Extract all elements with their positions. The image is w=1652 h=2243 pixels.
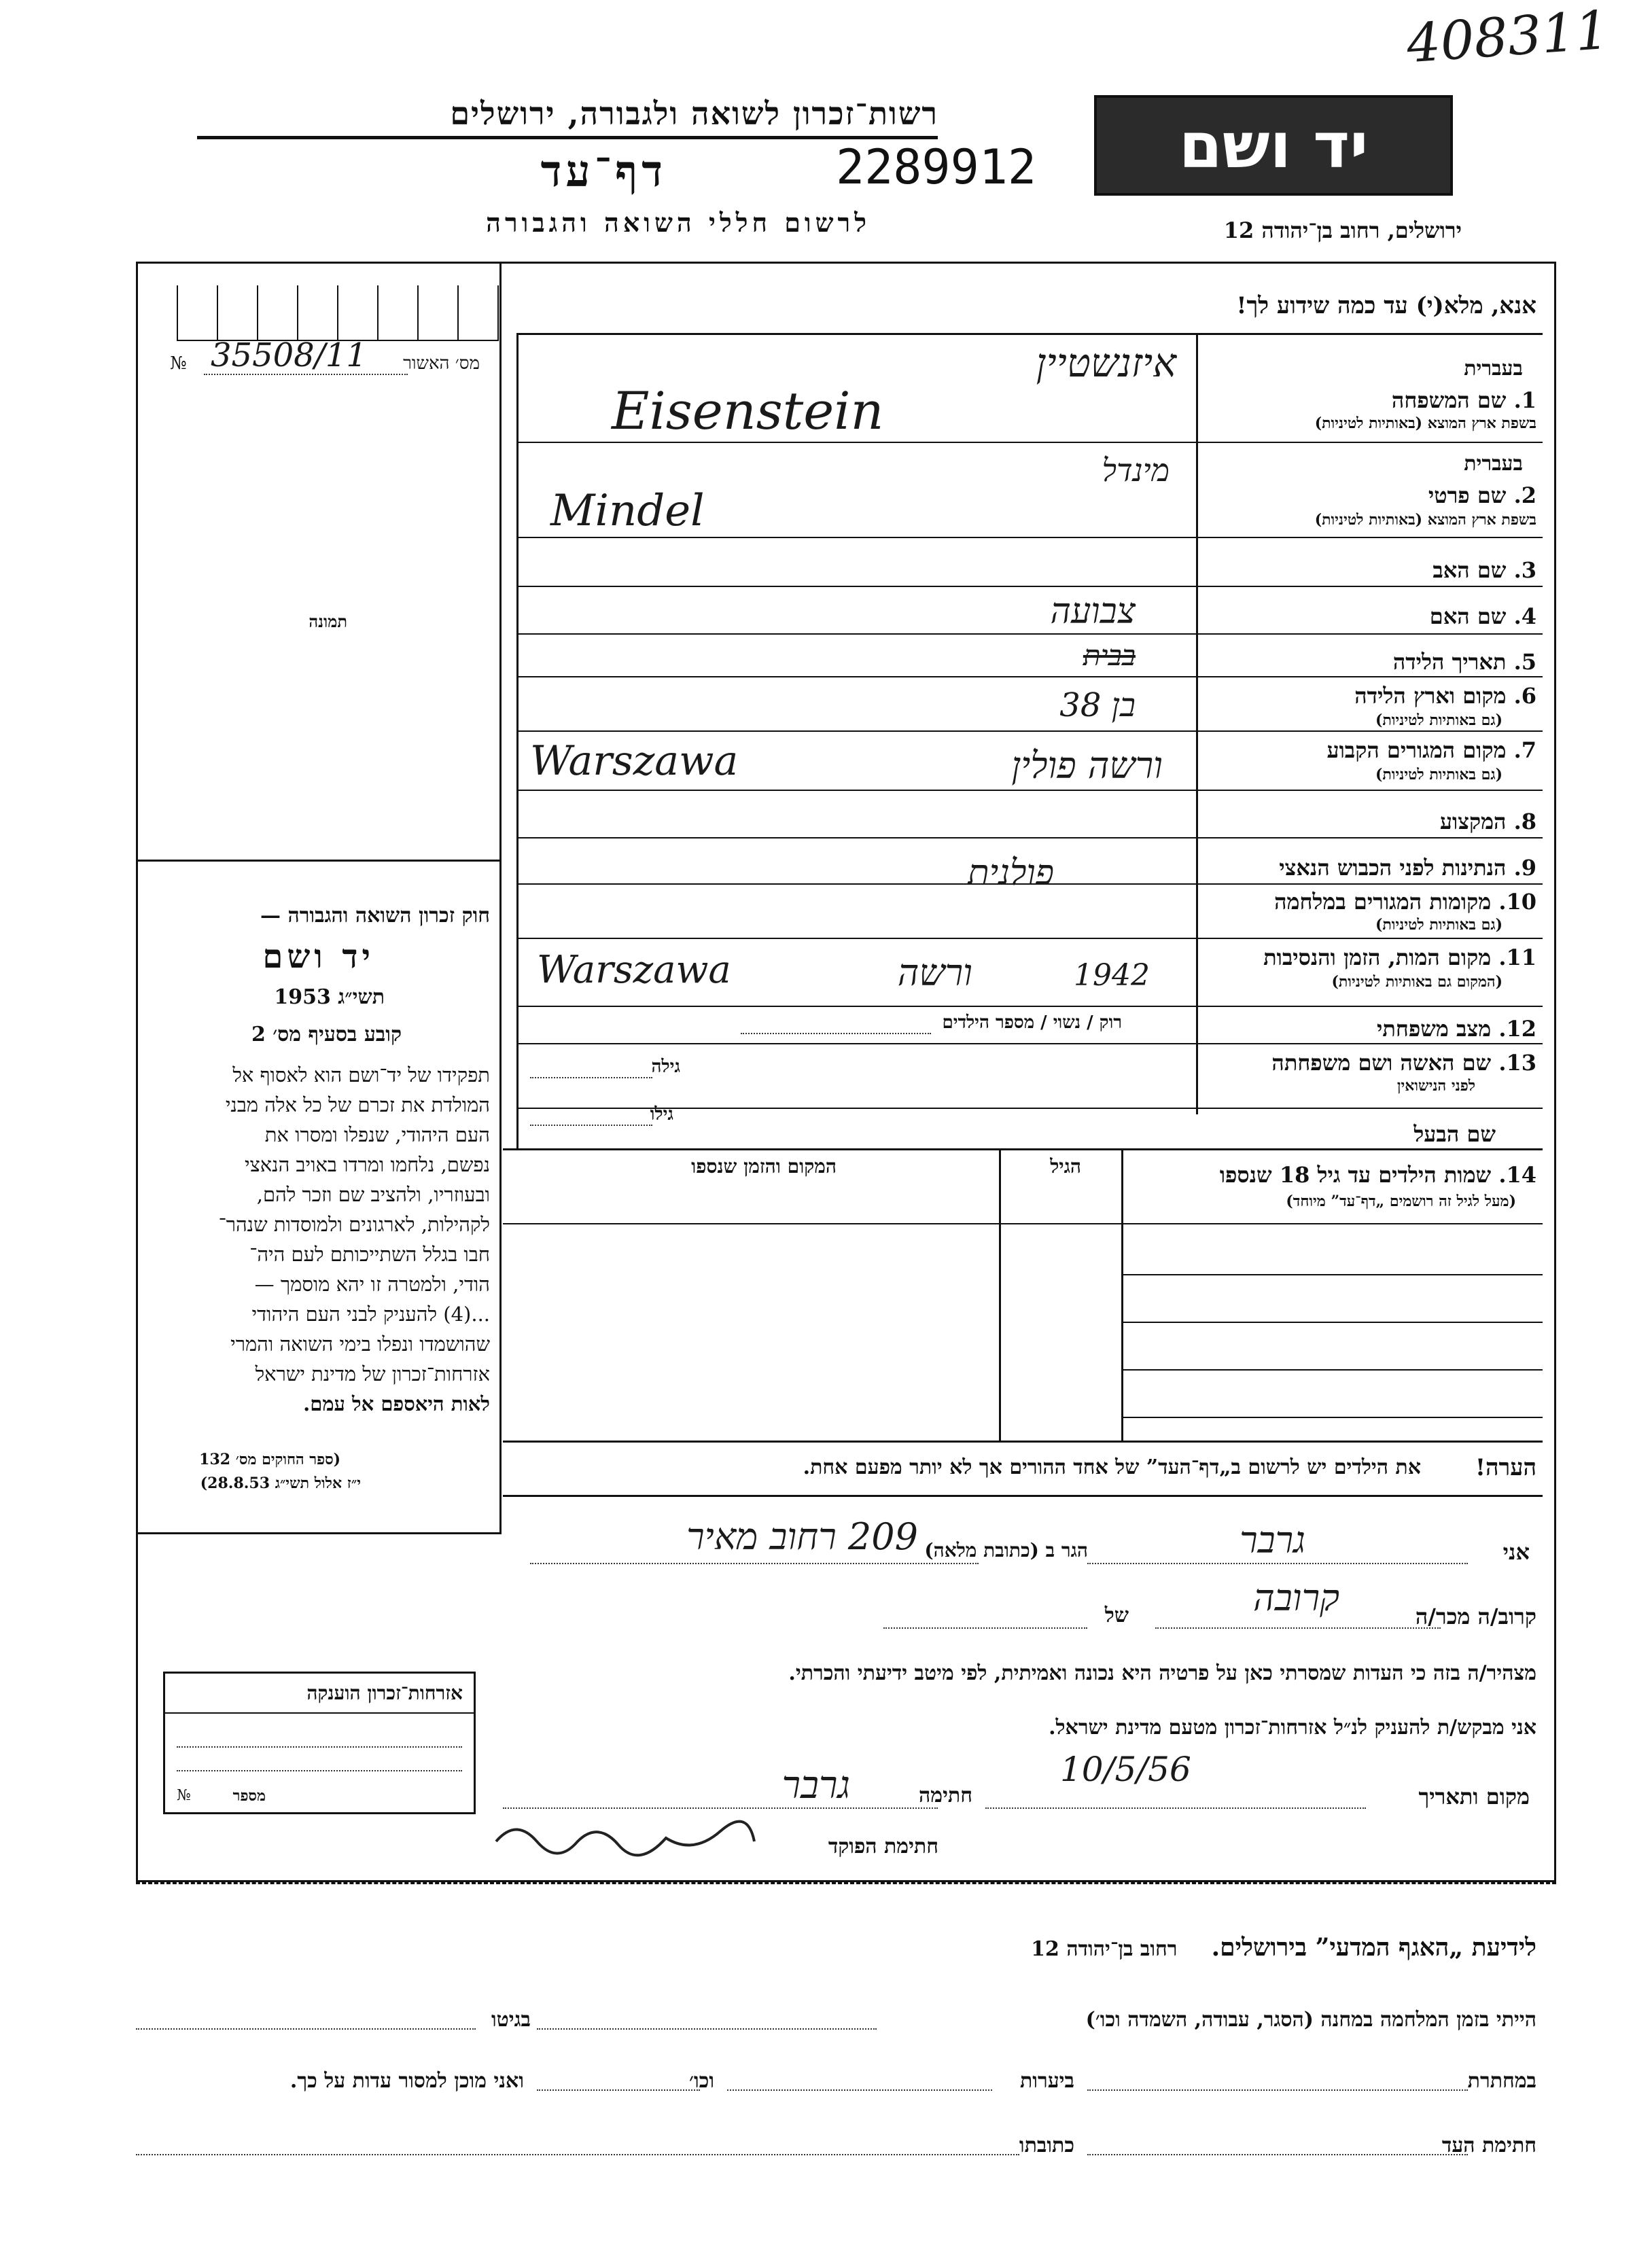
footer-forests-line: [727, 2089, 992, 2091]
footer-line2-b: ביערות: [1019, 2069, 1074, 2093]
death-year-value[interactable]: 1942: [1074, 958, 1150, 993]
children-table-top: [503, 1148, 1543, 1150]
prompt-rule: [516, 333, 1543, 335]
field-1-sub: בשפת ארץ המוצא (באותיות לטיניות): [1314, 414, 1536, 432]
left-column-bottom: [136, 1532, 502, 1534]
children-row: [1121, 1417, 1543, 1418]
citizenship-number-prefix: №: [177, 1787, 191, 1804]
children-col-2: [1121, 1148, 1123, 1441]
firstname-latin-value[interactable]: Mindel: [550, 486, 705, 536]
footer-ghetto-line: [136, 2028, 476, 2030]
field-3-label: 3. שם האב: [1433, 557, 1536, 583]
family-status-line: [741, 1033, 931, 1034]
form-subtitle: לרשום חללי השואה והגבורה: [486, 207, 871, 238]
note-bottom-rule: [503, 1495, 1543, 1497]
address-line: [530, 1563, 979, 1564]
firstname-hebrew-value[interactable]: מינדל: [1102, 452, 1170, 489]
field-label: שם פרטי: [1428, 482, 1507, 508]
field-rule: [516, 790, 1543, 791]
law-clause: קובע בסעיף מס׳ 2: [251, 1023, 402, 1046]
approval-no-prefix: №: [170, 353, 187, 374]
citizenship-line: [177, 1770, 462, 1771]
husband-age-label: גילו: [650, 1104, 673, 1125]
field-6-label: 6. מקום וארץ הלידה: [1354, 683, 1536, 709]
signature-label: חתימה: [919, 1784, 972, 1807]
address-value[interactable]: 209 רחוב מאיר: [686, 1515, 918, 1558]
declarant-name-value[interactable]: גרבר: [1240, 1519, 1305, 1561]
residence-latin-value[interactable]: Warszawa: [530, 737, 739, 785]
field-num: 1.: [1513, 387, 1536, 413]
wife-age-label: גילה: [651, 1057, 680, 1077]
children-sub: (מעל לגיל זה רושמים „דף־עד” מיוחד): [1286, 1193, 1516, 1210]
field-7-label: 7. מקום המגורים הקבוע: [1326, 737, 1536, 763]
relative-label: קרוב/ה מכר/ה: [1415, 1604, 1536, 1629]
field-rule: [516, 633, 1543, 635]
footer-line2-d: ואני מוכן למסור עדות על כך.: [289, 2069, 524, 2093]
footer-address: רחוב בן־יהודה 12: [1031, 1937, 1178, 1961]
citizenship-line: [177, 1746, 462, 1748]
family-status-options: רוק / נשוי / מספר הילדים: [942, 1012, 1122, 1033]
note-label: הערה!: [1475, 1454, 1536, 1481]
law-line: המולדת את זכרם של כל אלה מבני: [225, 1093, 490, 1116]
field-rule: [516, 837, 1543, 838]
signature-line: [503, 1807, 938, 1809]
field-label: שם המשפחה: [1391, 387, 1507, 413]
law-line: לקהילות, לארגונים ולמוסדות שנהר־: [218, 1213, 490, 1236]
authority-title: רשות־זכרון לשואה ולגבורה, ירושלים: [450, 95, 938, 132]
law-separator: [136, 860, 502, 862]
children-row: [1121, 1322, 1543, 1323]
footer-line1-b: בגיטו: [491, 2008, 531, 2032]
approval-number[interactable]: 35508/11: [211, 336, 367, 374]
footer-witness-line: [1087, 2154, 1468, 2155]
law-line: ...(4) להעניק לבני העם היהודי: [251, 1303, 490, 1326]
id-boxes: [177, 285, 499, 341]
birthplace-value[interactable]: בן 38: [1059, 686, 1136, 724]
field-12-label: 12. מצב משפחתי: [1377, 1016, 1536, 1042]
footer-title: [1031, 1933, 1536, 1962]
children-col-1: [999, 1148, 1001, 1441]
law-year: תשי״ג 1953: [274, 985, 385, 1009]
field-label-divider: [1196, 333, 1198, 1114]
field-5-label: 5. תאריך הלידה: [1392, 649, 1536, 675]
field-table-left: [516, 333, 519, 1148]
law-line: אזרחות־זכרון של מדינת ישראל: [255, 1362, 490, 1385]
logo-text: יד ושם: [1178, 109, 1369, 182]
residing-label: הגר ב (כתובת מלאה): [924, 1539, 1088, 1561]
law-source-1: (ספר החוקים מס׳ 132: [199, 1451, 340, 1468]
form-title: דף־עד: [540, 146, 667, 197]
citizenship-number-label: מספר: [232, 1787, 266, 1805]
surname-latin-value[interactable]: Eisenstein: [612, 381, 884, 441]
place-date-label: מקום ותאריך: [1418, 1784, 1530, 1809]
archive-number: 408311: [1405, 0, 1611, 75]
field-rule: [516, 537, 1543, 538]
footer-line2-c: וכו׳: [689, 2069, 714, 2093]
law-line: הודי, ולמטרה זו יהא מוסמך —: [254, 1273, 490, 1296]
in-hebrew-label-2: בעברית: [1464, 452, 1523, 476]
i-name-line: [1087, 1563, 1468, 1564]
field-11-sub: (המקום גם באותיות לטיניות): [1331, 973, 1502, 991]
header-rule: [197, 136, 938, 139]
husband-label: שם הבעל: [1413, 1121, 1496, 1147]
field-rule: [516, 676, 1543, 677]
field-10-sub: (גם באותיות לטיניות): [1375, 916, 1502, 934]
left-column-divider: [499, 262, 502, 1532]
field-6-sub: (גם באותיות לטיניות): [1375, 711, 1502, 729]
field-num: 2.: [1513, 482, 1536, 508]
in-hebrew-label-1: בעברית: [1464, 357, 1523, 381]
footer-title-text: לידיעת „האגף המדעי” בירושלים.: [1211, 1933, 1536, 1962]
officer-signature[interactable]: [489, 1814, 761, 1862]
citizenship-title: אזרחות־זכרון הוענקה: [306, 1682, 463, 1704]
children-label: 14. שמות הילדים עד גיל 18 שנספו: [1219, 1162, 1536, 1188]
officer-label: חתימת הפוקד: [828, 1835, 938, 1858]
footer-camp-line: [537, 2028, 877, 2030]
law-text: [137, 1060, 490, 1419]
relative-line: [1155, 1627, 1441, 1629]
field-13-sub: לפני הנישואין: [1396, 1077, 1475, 1095]
residence-hebrew-value[interactable]: ורשה פולין: [1011, 744, 1163, 787]
footer-line2-a: במחתרת: [1467, 2069, 1536, 2093]
field-1-label: [1392, 387, 1536, 413]
field-11-label: 11. מקום המות, הזמן והנסיבות: [1263, 944, 1536, 970]
field-8-label: 8. המקצוע: [1439, 809, 1536, 834]
place-date-line: [985, 1807, 1366, 1809]
fill-prompt: אנא, מלא(י) עד כמה שידוע לך!: [1236, 292, 1536, 319]
footer-line3-b: כתובתו: [1019, 2134, 1074, 2157]
signature-value[interactable]: גרבר: [781, 1763, 850, 1807]
husband-age-line: [530, 1125, 652, 1126]
field-10-label: 10. מקומות המגורים במלחמה: [1274, 889, 1536, 915]
wife-age-line: [530, 1077, 652, 1078]
note-text: את הילדים יש לרשום ב„דף־העד” של אחד ההורים אך לא יותר מפעם אחת.: [803, 1455, 1421, 1479]
officer-signature-scribble: [489, 1814, 761, 1862]
field-rule: [516, 1043, 1543, 1044]
field-rule: [516, 938, 1543, 939]
law-source-2: י״ז אלול תשי״ג 28.8.53): [200, 1474, 361, 1492]
of-line: [883, 1627, 1087, 1629]
children-row: [1121, 1369, 1543, 1371]
approval-label: מס׳ האשור: [403, 353, 480, 374]
relation-value[interactable]: קרובה: [1253, 1576, 1339, 1619]
surname-hebrew-value[interactable]: איזנשטיין: [1036, 340, 1176, 386]
declare-text: מצהיר/ה בזה כי העדות שמסרתי כאן על פרטיה היא נכונה ואמיתית, לפי מיטב ידיעתי והכרתי.: [788, 1661, 1536, 1685]
footer-underground-line: [1087, 2089, 1468, 2091]
field-rule: [516, 1006, 1543, 1007]
field-rule: [516, 730, 1543, 732]
field-9-label: 9. הנתינות לפני הכבוש הנאצי: [1279, 855, 1536, 881]
law-title: חוק זכרון השואה והגבורה —: [260, 904, 490, 928]
law-line: נפשם, נלחמו ומרדו באויב הנאצי: [244, 1153, 490, 1176]
law-line: העם היהודי, שנפלו ומסרו את: [264, 1123, 490, 1146]
footer-line1-a: הייתי בזמן המלחמה במחנה (הסגר, עבודה, השמדה וכו׳): [1085, 2008, 1536, 2032]
death-place-hebrew-value[interactable]: ורשה: [897, 951, 972, 994]
citizenship-title-rule: [163, 1712, 476, 1714]
photo-label: תמונה: [309, 612, 347, 631]
header-address: ירושלים, רחוב בן־יהודה 12: [1223, 217, 1462, 243]
place-date-value[interactable]: 10/5/56: [1060, 1750, 1191, 1789]
law-line: שהושמדו ונפלו בימי השואה והמרי: [230, 1332, 490, 1356]
field-rule: [516, 442, 1543, 443]
children-row: [1121, 1274, 1543, 1275]
law-line: תפקידו של יד־ושם הוא לאסוף אל: [232, 1063, 490, 1087]
request-text: אני מבקש/ת להעניק לנ״ל אזרחות־זכרון מטעם מדינת ישראל.: [1049, 1716, 1536, 1739]
nationality-value[interactable]: פולנית: [967, 853, 1054, 894]
death-place-latin-value[interactable]: Warszawa: [537, 948, 731, 992]
footer-etc-line: [537, 2089, 700, 2091]
field-7-sub: (גם באותיות לטיניות): [1375, 766, 1502, 783]
children-header-rule: [503, 1223, 1543, 1224]
of-label: של: [1104, 1604, 1129, 1627]
field-2-sub: בשפת ארץ המוצא (באותיות לטיניות): [1314, 511, 1536, 529]
birth-date-value[interactable]: בבית: [1083, 639, 1136, 672]
field-2-label: [1428, 482, 1536, 508]
footer-line3-a: חתימת העד: [1441, 2134, 1536, 2157]
law-line: לאות היאספם אל עמם.: [303, 1392, 490, 1415]
children-place-header: המקום והזמן שנספו: [691, 1155, 837, 1178]
mother-name-value[interactable]: צבועה: [1050, 591, 1136, 632]
field-rule: [516, 586, 1543, 587]
field-4-label: 4. שם האם: [1429, 603, 1536, 629]
i-label: אני: [1502, 1539, 1530, 1565]
footer-address-line: [136, 2154, 1019, 2155]
yad-vashem-logo: [1094, 95, 1453, 196]
law-name: יד ושם: [262, 938, 374, 976]
note-top-rule: [503, 1441, 1543, 1443]
form-serial: 2289912: [836, 139, 1037, 195]
law-line: ובעוזריו, ולהציב שם וזכר להם,: [256, 1183, 490, 1206]
law-line: חבו בגלל השתייכותם לעם היה־: [249, 1243, 490, 1266]
tear-line: [136, 1882, 1556, 1884]
field-13-label: 13. שם האשה ושם משפחתה: [1271, 1050, 1536, 1076]
children-age-header: הגיל: [1050, 1155, 1081, 1178]
